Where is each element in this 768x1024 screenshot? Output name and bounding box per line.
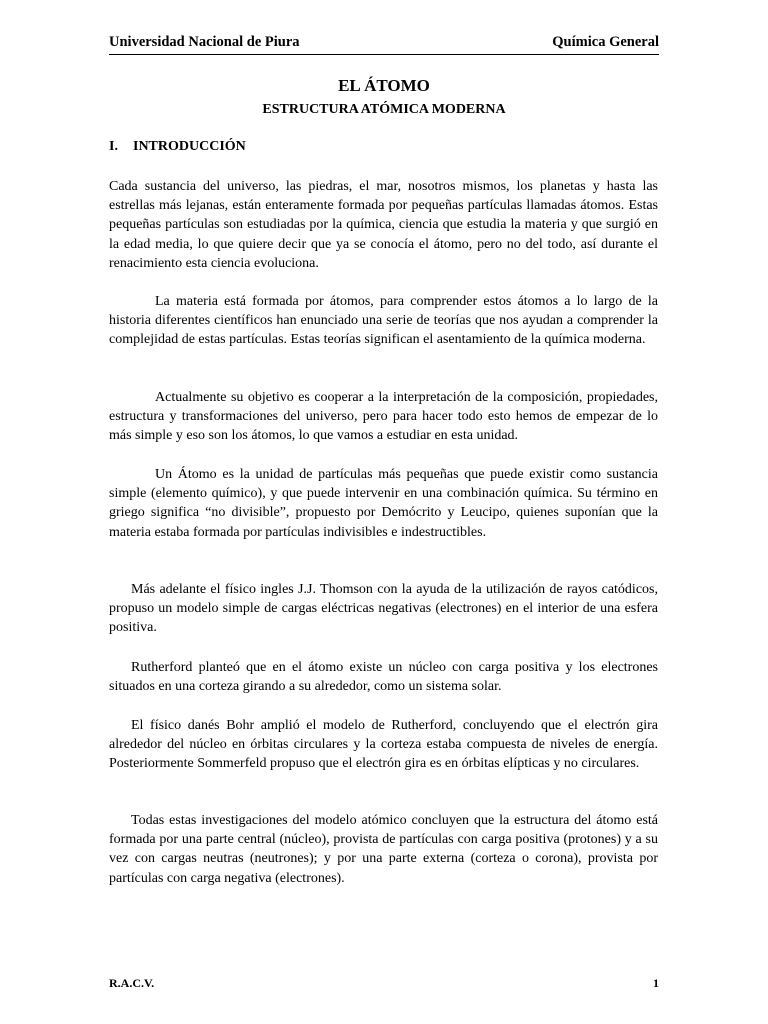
page-footer (109, 976, 659, 991)
section-number: I. (109, 139, 118, 154)
page-header (109, 34, 659, 55)
section-heading (109, 139, 246, 155)
footer-author: R.A.C.V. (109, 976, 155, 990)
document-subtitle: ESTRUCTURA ATÓMICA MODERNA (262, 102, 506, 117)
paragraph-intro: Cada sustancia del universo, las piedras, el mar, nosotros mismos, los planetas y hasta las estrellas más lejanas, están enteramente formada por pequeñas partículas llamadas átomos. Estas pequeñas partículas son estudiadas por la química, ciencia que estudia la materia y que surgió en la edad media, lo que quiere decir que ya se conocía el átomo, pero no del todo, así durante el renacimiento esta ciencia evoluciona. (109, 179, 658, 271)
paragraph-thomson: Más adelante el físico ingles J.J. Thomson con la ayuda de la utilización de rayos catódicos, propuso un modelo simple de cargas eléctricas negativas (electrones) en el interior de una esfera positiva. (109, 582, 658, 636)
document-title: EL ÁTOMO (338, 76, 430, 95)
page-number: 1 (653, 976, 659, 990)
header-course: Química General (552, 34, 659, 50)
paragraph-rutherford: Rutherford planteó que en el átomo existe un núcleo con carga positiva y los electrones situados en una corteza girando a su alrededor, como un sistema solar. (109, 660, 658, 695)
section-label: INTRODUCCIÓN (133, 139, 246, 154)
paragraph-atomo: Un Átomo es la unidad de partículas más pequeñas que puede existir como sustancia simple (elemento químico), y que puede intervenir en una combinación química. Su término en griego significa “no divisible”, propuesto por Demócrito y Leucipo, quienes suponían que la materia estaba formada por partículas indivisibles e indestructibles. (109, 467, 658, 540)
header-institution: Universidad Nacional de Piura (109, 34, 300, 50)
paragraph-conclusion: Todas estas investigaciones del modelo atómico concluyen que la estructura del átomo está formada por una parte central (núcleo), provista de partículas con carga positiva (protones) y a su vez con cargas neutras (neutrones); y por una parte externa (corteza o corona), provista por partículas con carga negativa (electrones). (109, 813, 658, 886)
paragraph-materia: La materia está formada por átomos, para comprender estos átomos a lo largo de la historia diferentes científicos han enunciado una serie de teorías que nos ayudan a comprender la complejidad de estas partículas. Estas teorías significan el asentamiento de la química moderna. (109, 294, 658, 348)
paragraph-objetivo: Actualmente su objetivo es cooperar a la interpretación de la composición, propiedades, estructura y transformaciones del universo, pero para hacer todo esto hemos de empezar de lo más simple y eso son los átomos, lo que vamos a estudiar en esta unidad. (109, 390, 658, 444)
paragraph-bohr: El físico danés Bohr amplió el modelo de Rutherford, concluyendo que el electrón gira alrededor del núcleo en órbitas circulares y la corteza estaba compuesta de niveles de energía. Posteriormente Sommerfeld propuso que el electrón gira es en órbitas elípticas y no circulares. (109, 718, 658, 772)
